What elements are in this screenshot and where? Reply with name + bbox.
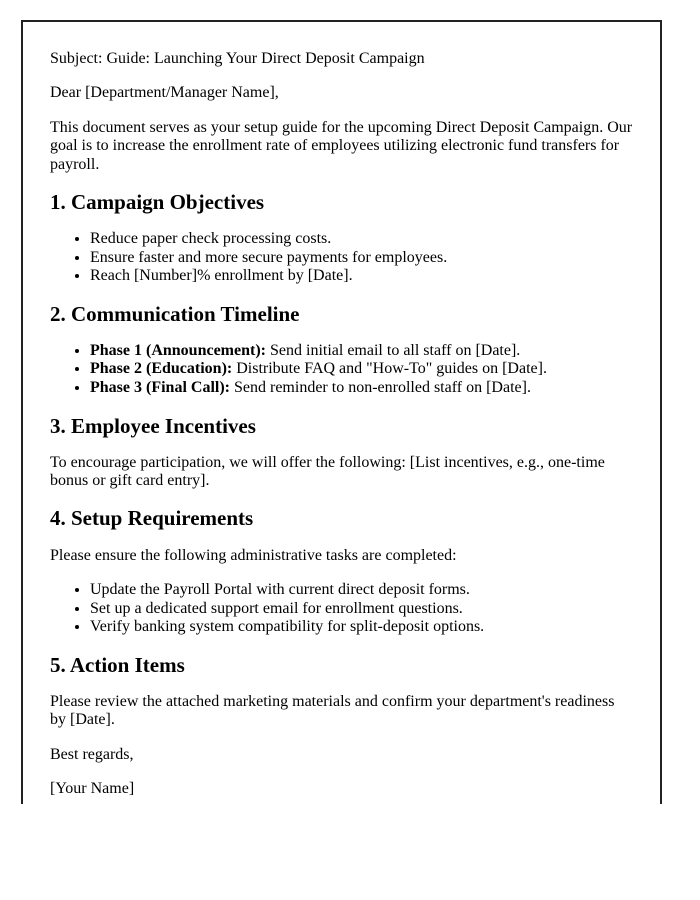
list-item: • Reduce paper check processing costs. bbox=[90, 230, 633, 249]
setup-requirements-list bbox=[50, 581, 633, 637]
incentives-paragraph: To encourage participation, we will offer the following: [List incentives, e.g., one-time bonus or gift card entry]. bbox=[50, 453, 605, 490]
salutation: Dear [Department/Manager Name], bbox=[50, 84, 279, 102]
signature-line: [Your Name] bbox=[50, 779, 135, 797]
closing-line: Best regards, bbox=[50, 745, 134, 763]
phase-label: Phase 3 (Final Call): bbox=[90, 378, 230, 396]
intro-paragraph: This document serves as your setup guide for the upcoming Direct Deposit Campaign. Our goal is to increase the enrollment rate of employees utilizing electronic fund transfers for payroll. bbox=[50, 118, 633, 173]
document-frame bbox=[21, 20, 662, 804]
list-item: • Ensure faster and more secure payments for employees. bbox=[90, 249, 633, 268]
setup-requirements-paragraph: Please ensure the following administrative tasks are completed: bbox=[50, 546, 457, 564]
list-item bbox=[90, 360, 633, 379]
list-item: • Verify banking system compatibility for split-deposit options. bbox=[90, 618, 633, 637]
phase-text: Send initial email to all staff on [Date]. bbox=[266, 341, 521, 359]
list-item: • Reach [Number]% enrollment by [Date]. bbox=[90, 267, 633, 286]
list-item bbox=[90, 379, 633, 398]
list-item: • Update the Payroll Portal with current direct deposit forms. bbox=[90, 581, 633, 600]
section-heading-setup-requirements: 4. Setup Requirements bbox=[50, 506, 254, 531]
phase-text: Distribute FAQ and "How-To" guides on [Date]. bbox=[232, 360, 547, 378]
phase-label: Phase 1 (Announcement): bbox=[90, 341, 266, 359]
phase-label: Phase 2 (Education): bbox=[90, 360, 233, 378]
list-item: • Set up a dedicated support email for enrollment questions. bbox=[90, 600, 633, 619]
subject-line: Subject: Guide: Launching Your Direct Deposit Campaign bbox=[50, 50, 425, 67]
action-items-paragraph: Please review the attached marketing materials and confirm your department's readiness by [Date]. bbox=[50, 692, 615, 729]
list-item bbox=[90, 342, 633, 361]
section-heading-action-items: 5. Action Items bbox=[50, 652, 185, 677]
communication-timeline-list bbox=[50, 342, 633, 398]
section-heading-communication-timeline: 2. Communication Timeline bbox=[50, 301, 300, 326]
campaign-objectives-list bbox=[50, 230, 633, 286]
section-heading-employee-incentives: 3. Employee Incentives bbox=[50, 413, 256, 438]
section-heading-campaign-objectives: 1. Campaign Objectives bbox=[50, 189, 265, 214]
phase-text: Send reminder to non-enrolled staff on [Date]. bbox=[230, 378, 531, 396]
